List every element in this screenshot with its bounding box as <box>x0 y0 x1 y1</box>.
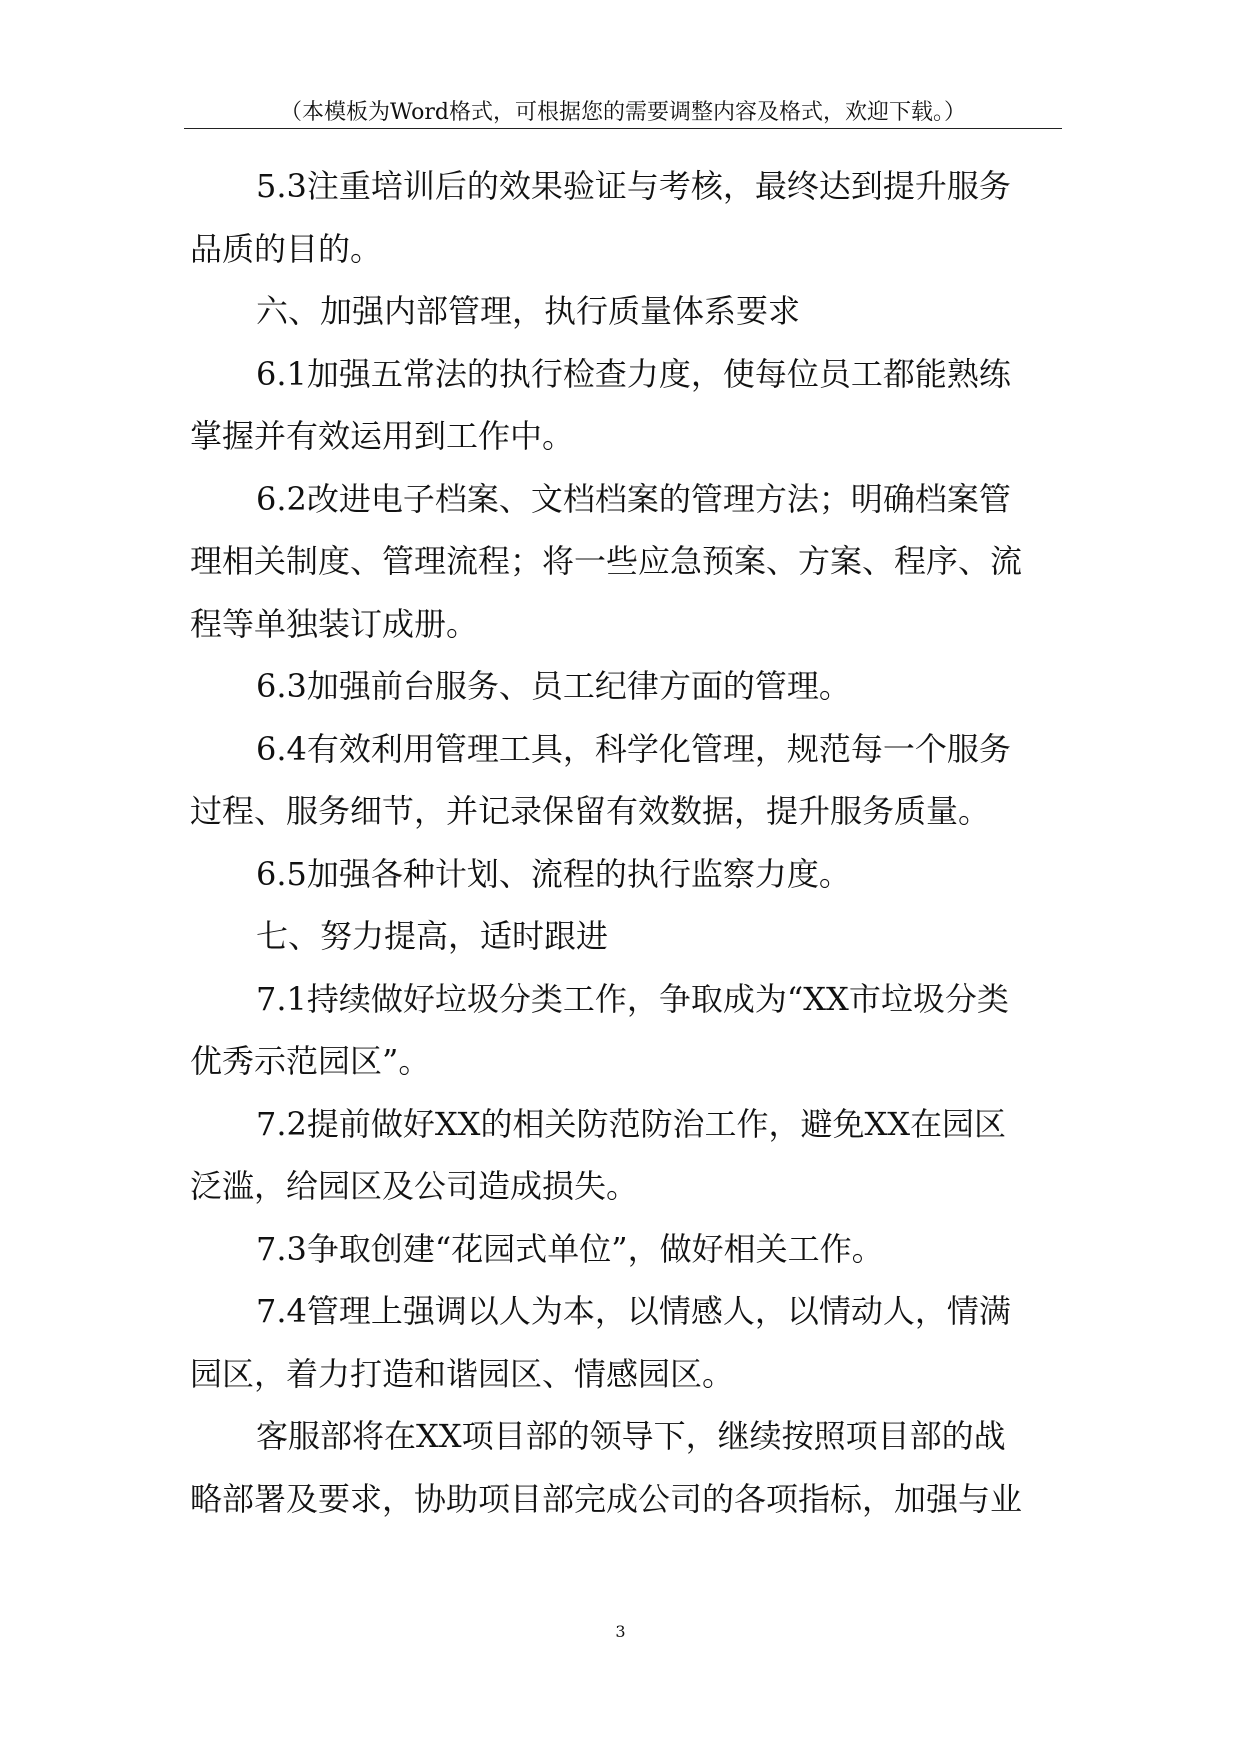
body-line: 六、加强内部管理，执行质量体系要求 <box>256 292 801 330</box>
body-line: 七、努力提高，适时跟进 <box>256 917 609 955</box>
body-line: 7.2提前做好XX的相关防范防治工作，避免XX在园区 <box>256 1104 1007 1143</box>
body-line: 6.5加强各种计划、流程的执行监察力度。 <box>256 854 851 893</box>
body-line: 掌握并有效运用到工作中。 <box>190 417 575 455</box>
body-line: 理相关制度、管理流程；将一些应急预案、方案、程序、流 <box>190 542 1023 580</box>
body-line: 泛滥，给园区及公司造成损失。 <box>190 1167 639 1205</box>
page-number: 3 <box>615 1622 626 1641</box>
body-line: 园区，着力打造和谐园区、情感园区。 <box>190 1354 735 1393</box>
body-line: 6.4有效利用管理工具，科学化管理，规范每一个服务 <box>256 729 1011 768</box>
body-line: 程等单独装订成册。 <box>190 604 479 643</box>
body-line: 过程、服务细节，并记录保留有效数据，提升服务质量。 <box>190 792 991 830</box>
page-header: （本模板为Word格式，可根据您的需要调整内容及格式，欢迎下载。） <box>280 100 966 125</box>
body-line: 优秀示范园区”。 <box>190 1042 431 1080</box>
body-line: 6.1加强五常法的执行检查力度，使每位员工都能熟练 <box>256 354 1011 393</box>
body-line: 7.3争取创建“花园式单位”，做好相关工作。 <box>256 1229 884 1268</box>
header-divider <box>184 128 1062 129</box>
body-line: 客服部将在XX项目部的领导下，继续按照项目部的战 <box>256 1417 1006 1455</box>
body-line: 7.1持续做好垃圾分类工作，争取成为“XX市垃圾分类 <box>256 979 1009 1018</box>
body-line: 6.3加强前台服务、员工纪律方面的管理。 <box>256 667 851 705</box>
body-line: 7.4管理上强调以人为本，以情感人，以情动人，情满 <box>256 1292 1011 1330</box>
body-line: 5.3注重培训后的效果验证与考核，最终达到提升服务 <box>256 167 1011 205</box>
body-line: 略部署及要求，协助项目部完成公司的各项指标，加强与业 <box>190 1479 1023 1518</box>
document-body <box>190 155 1070 1530</box>
body-line: 品质的目的。 <box>190 229 383 268</box>
body-line: 6.2改进电子档案、文档档案的管理方法；明确档案管 <box>256 479 1011 518</box>
